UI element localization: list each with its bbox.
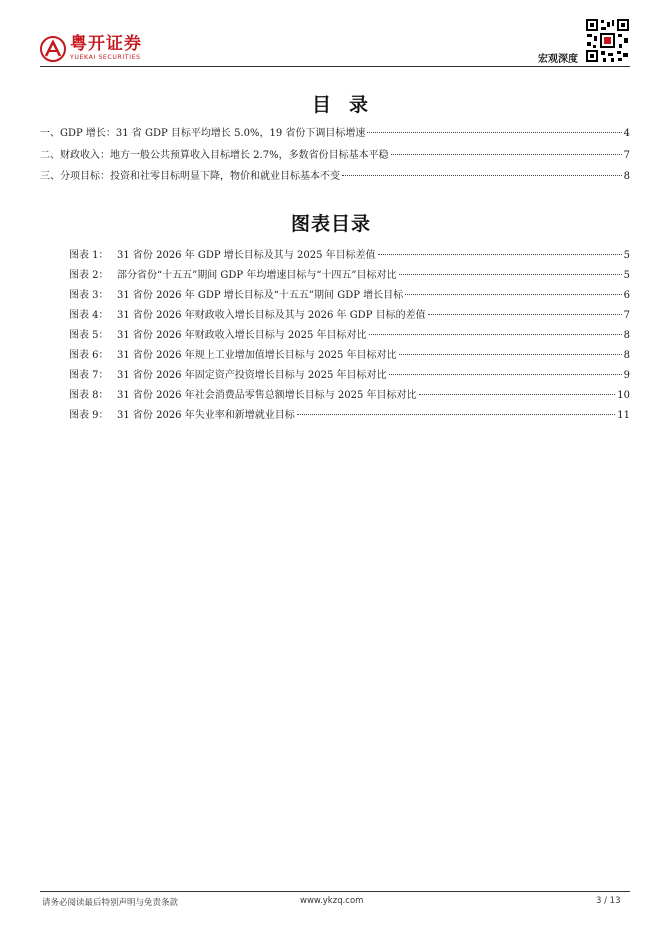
figure-entry-page: 5	[623, 250, 630, 261]
footer-website-link[interactable]: www.ykzq.com	[300, 896, 364, 906]
figure-label: 图表 8：	[69, 390, 109, 401]
figure-entry[interactable]	[69, 309, 630, 323]
leader-dots	[367, 131, 621, 133]
figure-entry[interactable]	[69, 409, 630, 423]
company-logo	[40, 32, 142, 66]
figure-entry-text: 31 省份 2026 年 GDP 增长目标及其与 2025 年目标差值	[117, 250, 376, 261]
figure-entry-page: 8	[623, 350, 630, 361]
figure-entry-text: 部分省份“十五五”期间 GDP 年均增速目标与“十四五”目标对比	[117, 270, 397, 281]
toc-entry-text: 一、GDP 增长：31 省 GDP 目标平均增长 5.0%，19 省份下调目标增速	[40, 128, 366, 139]
figure-entry-text: 31 省份 2026 年 GDP 增长目标及“十五五”期间 GDP 增长目标	[117, 290, 404, 301]
toc-entry[interactable]	[40, 127, 630, 141]
leader-dots	[297, 413, 616, 415]
figure-entry[interactable]	[69, 289, 630, 303]
leader-dots	[369, 333, 622, 335]
leader-dots	[389, 373, 622, 375]
section-tag: 宏观深度	[538, 54, 578, 65]
leader-dots	[342, 174, 622, 176]
footer-divider	[40, 891, 630, 892]
leader-dots	[378, 253, 622, 255]
figure-entry-page: 6	[623, 290, 630, 301]
qr-code-icon	[585, 18, 630, 63]
figure-entry[interactable]	[69, 329, 630, 343]
toc-entry[interactable]	[40, 170, 630, 184]
figure-entry[interactable]	[69, 249, 630, 263]
toc-entry-page: 8	[623, 171, 630, 182]
figure-entry-page: 8	[623, 330, 630, 341]
figure-label: 图表 6：	[69, 350, 109, 361]
figure-entry-page: 10	[617, 390, 630, 401]
figure-entry-text: 31 省份 2026 年失业率和新增就业目标	[117, 410, 295, 421]
figure-entry[interactable]	[69, 349, 630, 363]
figure-label: 图表 7：	[69, 370, 109, 381]
figure-label: 图表 5：	[69, 330, 109, 341]
figure-entry-text: 31 省份 2026 年固定资产投资增长目标与 2025 年目标对比	[117, 370, 387, 381]
toc-entry[interactable]	[40, 149, 630, 163]
figure-entry-page: 7	[623, 310, 630, 321]
toc-entry-page: 7	[623, 150, 630, 161]
figure-list-title: 图表目录	[290, 213, 371, 235]
header-divider	[40, 66, 630, 67]
logo-english-name: YUEKAI SECURITIES	[70, 54, 141, 62]
footer-page-number: 3 / 13	[596, 896, 621, 906]
toc-entry-text: 二、财政收入：地方一般公共预算收入目标增长 2.7%，多数省份目标基本平稳	[40, 150, 389, 161]
leader-dots	[428, 313, 622, 315]
leader-dots	[419, 393, 616, 395]
leader-dots	[399, 353, 622, 355]
toc-entry-text: 三、分项目标：投资和社零目标明显下降，物价和就业目标基本不变	[40, 171, 340, 182]
figure-label: 图表 9：	[69, 410, 109, 421]
toc-title: 目录	[311, 94, 386, 116]
figure-entry[interactable]	[69, 269, 630, 283]
figure-entry-text: 31 省份 2026 年财政收入增长目标与 2025 年目标对比	[117, 330, 367, 341]
figure-label: 图表 1：	[69, 250, 109, 261]
figure-label: 图表 2：	[69, 270, 109, 281]
leader-dots	[405, 293, 622, 295]
leader-dots	[399, 273, 622, 275]
figure-label: 图表 4：	[69, 310, 109, 321]
footer-disclaimer[interactable]: 请务必阅读最后特别声明与免责条款	[42, 898, 179, 908]
figure-entry-text: 31 省份 2026 年社会消费品零售总额增长目标与 2025 年目标对比	[117, 390, 417, 401]
figure-entry-text: 31 省份 2026 年财政收入增长目标及其与 2026 年 GDP 目标的差值	[117, 310, 426, 321]
logo-emblem-icon	[40, 36, 66, 62]
figure-entry-page: 11	[617, 410, 630, 421]
figure-entry-page: 5	[623, 270, 630, 281]
figure-entry[interactable]	[69, 389, 630, 403]
toc-entry-page: 4	[623, 128, 630, 139]
page-header	[40, 18, 630, 64]
leader-dots	[391, 153, 622, 155]
figure-entry[interactable]	[69, 369, 630, 383]
figure-label: 图表 3：	[69, 290, 109, 301]
figure-entry-text: 31 省份 2026 年规上工业增加值增长目标与 2025 年目标对比	[117, 350, 397, 361]
figure-entry-page: 9	[623, 370, 630, 381]
logo-chinese-name: 粤开证券	[70, 34, 142, 55]
